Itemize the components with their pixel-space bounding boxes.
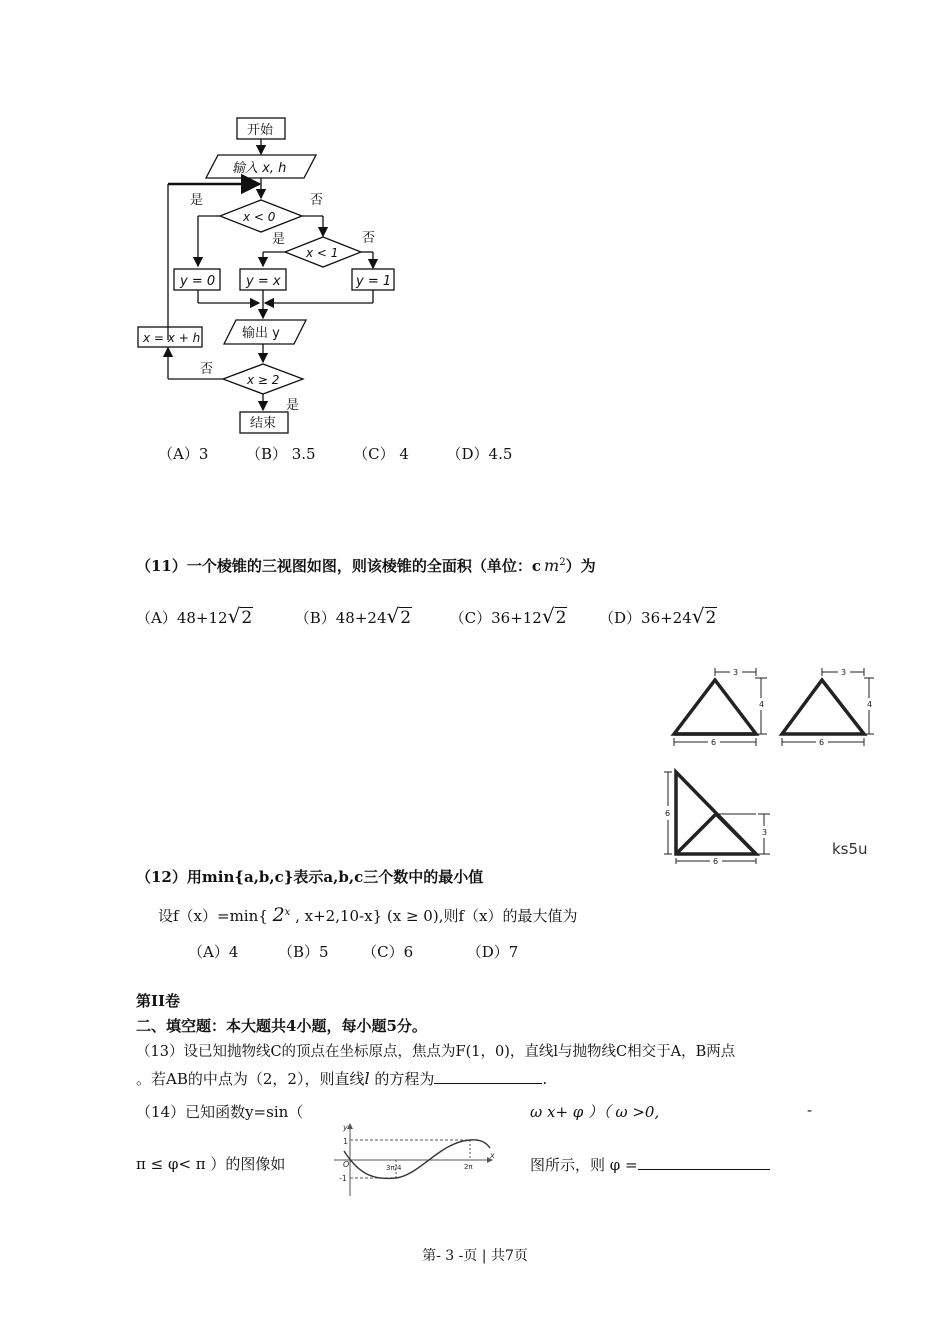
- q10-option-c: （C） 4: [353, 445, 409, 463]
- q12-line: 设f（x）=min{ 2$^x$ , x+2,10-x} (x ≥ 0),则f（x）的最大值为: [158, 904, 578, 926]
- page-footer: 第- 3 -页 | 共7页: [422, 1248, 528, 1264]
- q11-options: [136, 604, 717, 628]
- yes-label-2: 是: [272, 232, 286, 247]
- q12-stem: （12）用min{a,b,c}表示a,b,c三个数中的最小值: [136, 868, 484, 886]
- top-mid-dim: 3: [762, 828, 768, 837]
- end-label: 结束: [250, 416, 277, 431]
- q14-part3: -: [807, 1101, 813, 1119]
- side-top-dim: 3: [841, 668, 847, 677]
- q10-option-a: （A）3: [158, 445, 209, 463]
- q12-options: [188, 941, 518, 962]
- q14-answer-blank[interactable]: [638, 1153, 770, 1170]
- q14-part1: （14）已知函数y=sin（: [136, 1103, 304, 1121]
- cond1-label: x < 0: [243, 210, 276, 224]
- y1-label: y = 1: [356, 274, 392, 289]
- top-height-dim: 6: [665, 809, 671, 818]
- q13-line2: 。若AB的中点为（2，2），则直线l 的方程为 .: [136, 1069, 548, 1088]
- q10-option-b: （B） 3.5: [245, 445, 316, 463]
- q11-option-c: （C）36+12√2: [449, 604, 567, 628]
- yes-label-3: 是: [286, 398, 300, 413]
- no-label-3: 否: [200, 362, 214, 377]
- graph-t1: 3π/4: [386, 1164, 402, 1172]
- start-label: 开始: [247, 123, 274, 138]
- cond3-label: x ≥ 2: [247, 373, 280, 387]
- q14-part2: ω x+ φ ）（ ω >0,: [530, 1103, 660, 1121]
- sine-graph: [330, 1120, 500, 1200]
- graph-neg-one: -1: [339, 1174, 347, 1183]
- watermark-ks5u: ks5u: [832, 840, 868, 858]
- q12-option-d: （D）7: [466, 943, 519, 961]
- update-label: x = x + h: [143, 331, 201, 345]
- q11-option-d: （D）36+24√2: [599, 604, 717, 628]
- yx-label: y = x: [246, 274, 281, 289]
- q10-option-d: （D）4.5: [446, 445, 513, 463]
- output-label: 输出 y: [242, 326, 280, 341]
- graph-x-label: x: [490, 1151, 495, 1160]
- input-label: 输入 x, h: [232, 161, 287, 176]
- q14-part4: π ≤ φ< π ）的图像如: [136, 1155, 286, 1173]
- front-side-dim: 4: [759, 700, 765, 709]
- part2-subtitle: 二、填空题：本大题共4小题，每小题5分。: [136, 1017, 427, 1035]
- side-side-dim: 4: [867, 700, 873, 709]
- q11-option-b: （B）48+24√2: [294, 604, 412, 628]
- y0-label: y = 0: [180, 274, 216, 289]
- side-base-dim: 6: [819, 738, 825, 747]
- q11-option-a: （A）48+12√2: [136, 604, 253, 628]
- side-view-triangle: [782, 680, 864, 734]
- q13-answer-blank[interactable]: [434, 1067, 542, 1084]
- q11-stem: （11）一个棱锥的三视图如图，则该棱锥的全面积（单位：c $m^2$）为: [136, 556, 596, 575]
- top-base-dim: 6: [713, 857, 719, 866]
- q12-option-b: （B）5: [277, 943, 329, 961]
- front-view-triangle: [674, 680, 756, 734]
- part2-title: 第II卷: [136, 992, 181, 1010]
- q12-option-a: （A）4: [188, 943, 239, 961]
- sine-curve: [344, 1140, 490, 1179]
- graph-y-label: y: [343, 1123, 348, 1132]
- graph-origin: O: [343, 1160, 350, 1169]
- front-top-dim: 3: [733, 668, 739, 677]
- graph-one: 1: [343, 1137, 349, 1146]
- no-label-2: 否: [362, 231, 376, 246]
- q10-options: [158, 443, 512, 464]
- q12-option-c: （C）6: [362, 943, 414, 961]
- q13-line1: （13）设已知抛物线C的顶点在坐标原点，焦点为F(1，0)，直线l与抛物线C相交于A，B两点: [136, 1044, 736, 1060]
- flowchart-full: [0, 0, 420, 450]
- yes-label-1: 是: [190, 193, 204, 208]
- no-label-1: 否: [310, 193, 324, 208]
- cond2-label: x < 1: [306, 246, 339, 260]
- three-view-figure: [660, 658, 890, 868]
- front-base-dim: 6: [711, 738, 717, 747]
- graph-t2: 2π: [464, 1163, 473, 1171]
- q14-part5: 图所示，则 φ =: [530, 1153, 770, 1175]
